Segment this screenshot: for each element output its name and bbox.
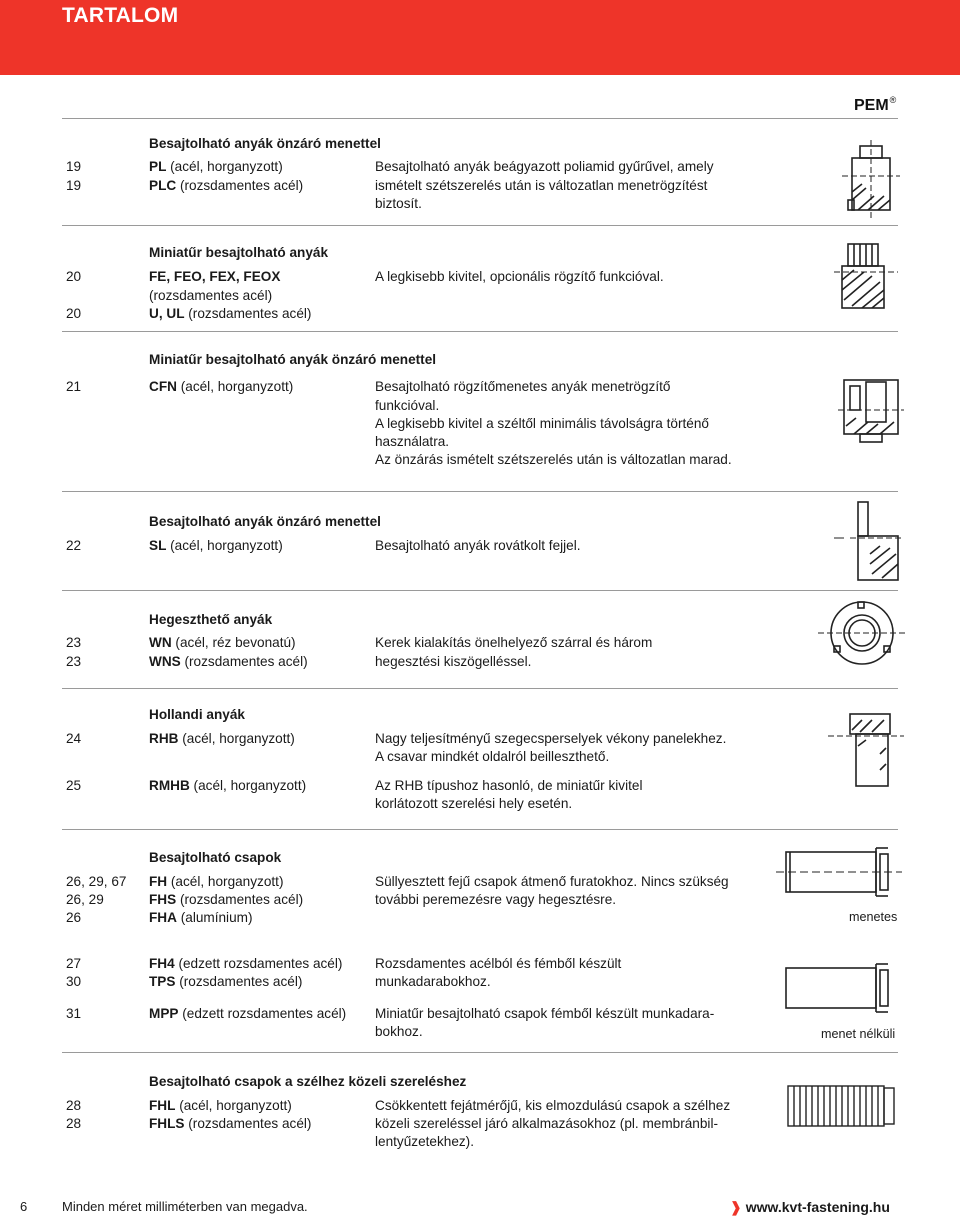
page-ref: 24 <box>66 731 82 746</box>
sl-nut-drawing <box>830 498 904 584</box>
description: Süllyesztett fejű csapok átmenő furatokhoz. Nincs szükség <box>375 874 729 889</box>
arrow-icon: ❱ <box>730 1199 742 1215</box>
section-heading: Hollandi anyák <box>149 707 245 722</box>
product-code: SL (acél, horganyzott) <box>149 538 283 553</box>
description: A csavar mindkét oldalról beilleszthető. <box>375 749 610 764</box>
divider <box>62 331 898 332</box>
product-code: PL (acél, horganyzott) <box>149 159 283 174</box>
divider <box>62 225 898 226</box>
section-heading: Besajtolható anyák önzáró menettel <box>149 514 381 529</box>
divider <box>62 1052 898 1053</box>
page-ref: 26, 29, 67 <box>66 874 127 889</box>
product-code: RMHB (acél, horganyzott) <box>149 778 307 793</box>
fhl-stud-drawing <box>780 1076 902 1136</box>
page-ref: 22 <box>66 538 82 553</box>
header-bar <box>0 0 960 75</box>
section-heading: Besajtolható csapok <box>149 850 282 865</box>
brand-logo: PEM® <box>854 95 897 114</box>
page-ref: 19 <box>66 159 82 174</box>
section-heading: Besajtolható anyák önzáró menettel <box>149 136 381 151</box>
page-ref: 27 <box>66 956 82 971</box>
description: Besajtolható anyák beágyazott poliamid gyűrűvel, amely <box>375 159 714 174</box>
product-code: FH4 (edzett rozsdamentes acél) <box>149 956 343 971</box>
caption: menet nélküli <box>821 1027 896 1041</box>
caption: menetes <box>849 910 898 924</box>
footer-url[interactable]: ❱ www.kvt-fastening.hu <box>730 1199 890 1215</box>
section-heading: Hegeszthető anyák <box>149 612 273 627</box>
description: A legkisebb kivitel a széltől minimális távolságra történő <box>375 416 709 431</box>
product-code: RHB (acél, horganyzott) <box>149 731 295 746</box>
page-ref: 28 <box>66 1116 82 1131</box>
product-code: WNS (rozsdamentes acél) <box>149 654 308 669</box>
page-ref: 28 <box>66 1098 82 1113</box>
description: Az önzárás ismételt szétszerelés után is változatlan marad. <box>375 452 732 467</box>
page-ref: 23 <box>66 635 82 650</box>
product-code: CFN (acél, horganyzott) <box>149 379 294 394</box>
description: további peremezésre vagy hegesztésre. <box>375 892 617 907</box>
page-ref: 20 <box>66 306 82 321</box>
pl-nut-drawing <box>838 140 904 218</box>
description: Besajtolható rögzítőmenetes anyák menetrögzítő <box>375 379 671 394</box>
product-code: FHA (alumínium) <box>149 910 253 925</box>
description: Besajtolható anyák rovátkolt fejjel. <box>375 538 581 553</box>
page-number: 6 <box>20 1199 28 1214</box>
description: funkcióval. <box>375 398 440 413</box>
product-spec: (rozsdamentes acél) <box>149 288 273 303</box>
divider <box>62 829 898 830</box>
description: biztosít. <box>375 196 422 211</box>
product-code: FHLS (rozsdamentes acél) <box>149 1116 312 1131</box>
section-heading: Besajtolható csapok a szélhez közeli szereléshez <box>149 1074 467 1089</box>
divider <box>62 688 898 689</box>
page-ref: 26, 29 <box>66 892 104 907</box>
page-ref: 30 <box>66 974 82 989</box>
page-ref: 19 <box>66 178 82 193</box>
fe-nut-drawing <box>830 240 902 314</box>
page-title: TARTALOM <box>62 4 179 27</box>
description: A legkisebb kivitel, opcionális rögzítő funkcióval. <box>375 269 664 284</box>
rhb-nut-drawing <box>824 706 908 794</box>
divider <box>62 118 898 119</box>
product-code: WN (acél, réz bevonatú) <box>149 635 296 650</box>
description: közeli szereléssel járó alkalmazásokhoz (pl. membránbil- <box>375 1116 718 1131</box>
product-code: TPS (rozsdamentes acél) <box>149 974 303 989</box>
description: használatra. <box>375 434 450 449</box>
fh-stud-unthreaded-drawing <box>776 958 902 1022</box>
description: Kerek kialakítás önelhelyező szárral és három <box>375 635 653 650</box>
product-code: MPP (edzett rozsdamentes acél) <box>149 1006 347 1021</box>
page-ref: 23 <box>66 654 82 669</box>
description: Az RHB típushoz hasonló, de miniatűr kivitel <box>375 778 643 793</box>
product-code: FE, FEO, FEX, FEOX <box>149 269 281 284</box>
description: munkadarabokhoz. <box>375 974 491 989</box>
description: Rozsdamentes acélból és fémből készült <box>375 956 622 971</box>
wn-nut-drawing <box>818 598 906 668</box>
description: bokhoz. <box>375 1024 423 1039</box>
product-code: U, UL (rozsdamentes acél) <box>149 306 312 321</box>
section-heading: Miniatűr besajtolható anyák <box>149 245 329 260</box>
divider <box>62 590 898 591</box>
footer-note: Minden méret milliméterben van megadva. <box>62 1199 308 1214</box>
page-ref: 20 <box>66 269 82 284</box>
product-code: PLC (rozsdamentes acél) <box>149 178 304 193</box>
page-ref: 26 <box>66 910 82 925</box>
cfn-nut-drawing <box>836 374 906 446</box>
product-code: FHL (acél, horganyzott) <box>149 1098 292 1113</box>
page-ref: 21 <box>66 379 82 394</box>
section-heading: Miniatűr besajtolható anyák önzáró menettel <box>149 352 437 367</box>
fh-stud-threaded-drawing <box>776 842 902 906</box>
description: korlátozott szerelési hely esetén. <box>375 796 573 811</box>
description: hegesztési kiszögelléssel. <box>375 654 532 669</box>
description: ismételt szétszerelés után is változatlan menetrögzítést <box>375 178 708 193</box>
product-code: FH (acél, horganyzott) <box>149 874 284 889</box>
divider <box>62 491 898 492</box>
description: Nagy teljesítményű szegecsperselyek vékony panelekhez. <box>375 731 727 746</box>
page-ref: 25 <box>66 778 82 793</box>
product-code: FHS (rozsdamentes acél) <box>149 892 304 907</box>
page-ref: 31 <box>66 1006 82 1021</box>
description: Miniatűr besajtolható csapok fémből készült munkadara- <box>375 1006 715 1021</box>
description: lentyűzetekhez). <box>375 1134 474 1149</box>
description: Csökkentett fejátmérőjű, kis elmozdulású csapok a szélhez <box>375 1098 731 1113</box>
